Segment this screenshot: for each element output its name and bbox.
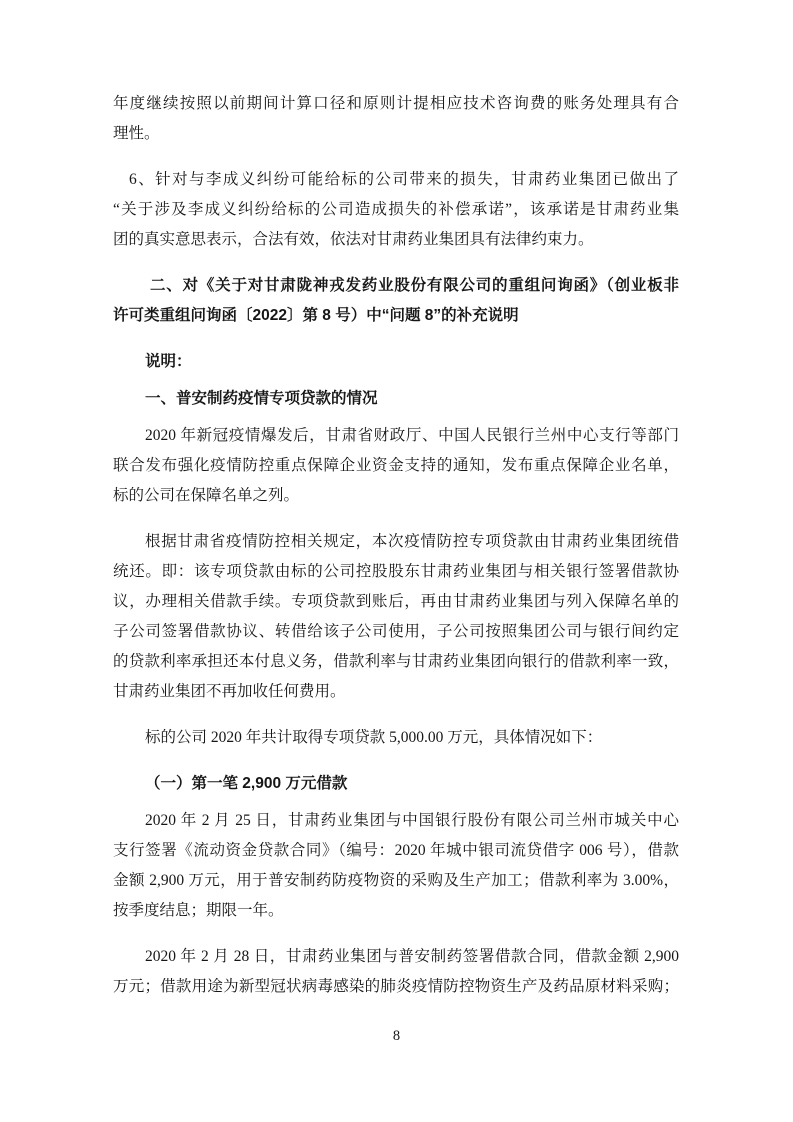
heading-line: 说明： bbox=[145, 353, 192, 370]
paragraph-first-loan-onlending bbox=[113, 942, 679, 1002]
text-line: 2020 年新冠疫情爆发后，甘肃省财政厅、中国人民银行兰州中心支行等部门 bbox=[145, 427, 679, 444]
heading-subsection-one bbox=[113, 384, 679, 414]
heading-line: 二、对《关于对甘肃陇神戎发药业股份有限公司的重组问询函》（创业板非 bbox=[150, 277, 679, 294]
text-line: 的贷款利率承担还本付息义务，借款利率与甘肃药业集团向银行的借款利率一致， bbox=[113, 653, 679, 670]
heading-line: 一、普安制药疫情专项贷款的情况 bbox=[145, 390, 378, 407]
heading-first-loan bbox=[113, 769, 679, 799]
text-line: 统还。即：该专项贷款由标的公司控股股东甘肃药业集团与相关银行签署借款协 bbox=[113, 563, 679, 580]
text-line: “关于涉及李成义纠纷给标的公司造成损失的补偿承诺”，该承诺是甘肃药业集 bbox=[113, 201, 679, 218]
heading-explanation-label bbox=[113, 347, 679, 377]
text-line: 2020 年 2 月 28 日，甘肃药业集团与普安制药签署借款合同，借款金额 2,900 bbox=[145, 948, 679, 965]
text-line: 2020 年 2 月 25 日，甘肃药业集团与中国银行股份有限公司兰州市城关中心 bbox=[145, 812, 679, 829]
document-content bbox=[113, 89, 679, 1002]
text-line: 子公司签署借款协议、转借给该子公司使用，子公司按照集团公司与银行间约定 bbox=[113, 623, 679, 640]
paragraph-dispute-compensation bbox=[113, 165, 679, 255]
paragraph-loan-mechanism bbox=[113, 527, 679, 707]
text-line: 联合发布强化疫情防控重点保障企业资金支持的通知，发布重点保障企业名单， bbox=[113, 457, 679, 474]
text-line: 甘肃药业集团不再加收任何费用。 bbox=[113, 683, 346, 700]
paragraph-first-loan-bank-contract bbox=[113, 806, 679, 926]
heading-line: （一）第一笔 2,900 万元借款 bbox=[145, 775, 348, 792]
text-line: 金额 2,900 万元，用于普安制药防疫物资的采购及生产加工；借款利率为 3.00%， bbox=[113, 872, 679, 889]
heading-section-two bbox=[113, 271, 679, 331]
text-line: 按季度结息；期限一年。 bbox=[113, 902, 284, 919]
text-line: 标的公司在保障名单之列。 bbox=[113, 487, 300, 504]
paragraph-accounting-continuation bbox=[113, 89, 679, 149]
text-line: 议，办理相关借款手续。专项贷款到账后，再由甘肃药业集团与列入保障名单的 bbox=[113, 593, 679, 610]
page-number: 8 bbox=[392, 1028, 401, 1044]
heading-line: 许可类重组问询函〔2022〕第 8 号）中“问题 8”的补充说明 bbox=[113, 307, 519, 324]
paragraph-covid-outbreak-notice bbox=[113, 421, 679, 511]
paragraph-loan-total bbox=[113, 723, 679, 753]
text-line: 标的公司 2020 年共计取得专项贷款 5,000.00 万元，具体情况如下： bbox=[145, 729, 603, 746]
text-line: 年度继续按照以前期间计算口径和原则计提相应技术咨询费的账务处理具有合 bbox=[113, 95, 679, 112]
text-line: 支行签署《流动资金贷款合同》（编号：2020 年城中银司流贷借字 006 号），借款 bbox=[113, 842, 679, 859]
text-line: 理性。 bbox=[113, 125, 160, 142]
text-line: 根据甘肃省疫情防控相关规定，本次疫情防控专项贷款由甘肃药业集团统借 bbox=[145, 533, 679, 550]
text-line: 团的真实意思表示，合法有效，依法对甘肃药业集团具有法律约束力。 bbox=[113, 231, 594, 248]
text-line: 万元；借款用途为新型冠状病毒感染的肺炎疫情防控物资生产及药品原材料采购； bbox=[113, 978, 679, 995]
text-line: 6、针对与李成义纠纷可能给标的公司带来的损失，甘肃药业集团已做出了 bbox=[129, 171, 679, 188]
